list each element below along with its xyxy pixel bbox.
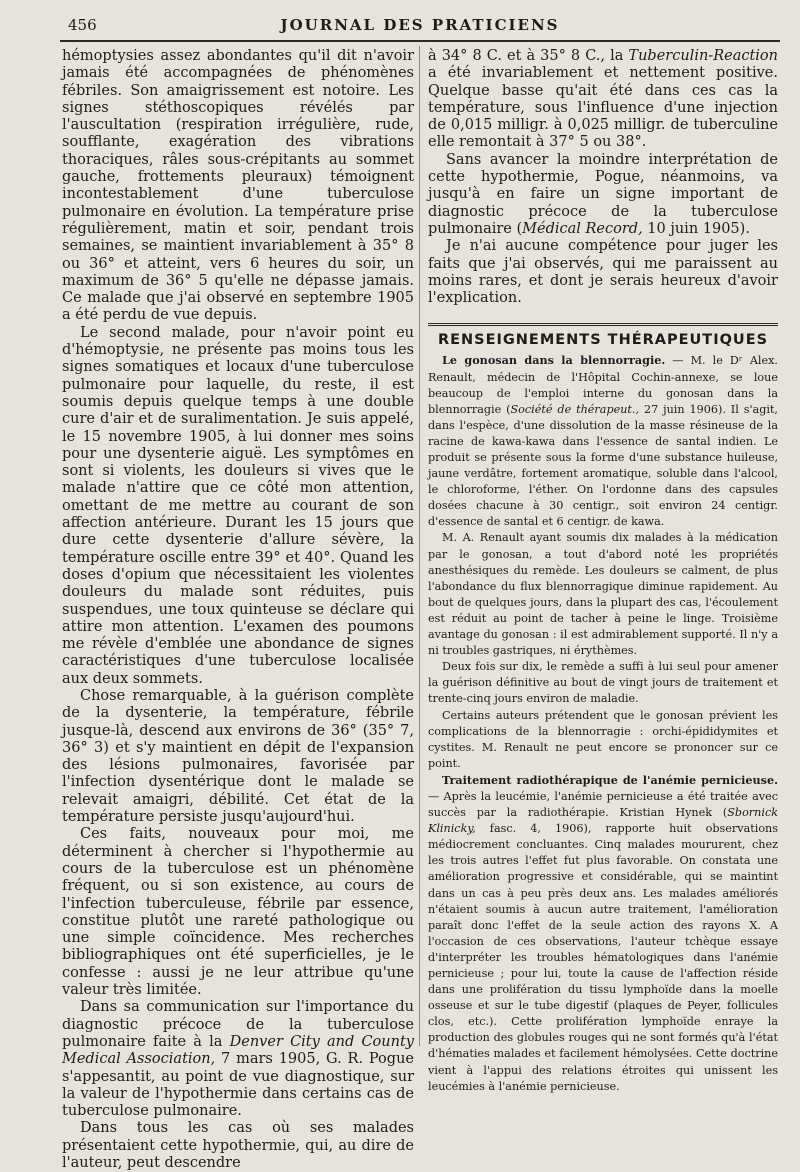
paragraph: M. A. Renault ayant soumis dix malades à la médication par le gonosan, a tout d'abord noté les propriétés anesthésiques du remède. Les douleurs se calment, de plus l'abondance du flux blennorragique diminue rapidement. Au bout de quelques jours, dans la plupart des cas, l'écoulement est réduit au point de tacher à peine le linge. Troisième avantage du gonosan : il est admirablement supporté. Il n'y a ni troubles gastriques, ni érythèmes. — [428, 531, 778, 658]
text-run: fasc. 4, 1906), rapporte huit observations médiocrement concluantes. Cinq malades moururent, chez les trois autres l'effet fut plus favorable. On constata une amélioration progressive et considérable, qui se maintint dans un cas à peu près deux ans. Les malades améliorés n'étaient soumis à aucun autre traitement, l'amélioration paraît donc l'effet de la seule action des rayons X. A l'occasion de ces observations, l'auteur tchèque essaye d'interpréter les troubles hématologiques dans l'anémie pernicieuse ; pour lui, toute la cause de l'affection réside dans une prolifération du tissu lymphoïde dans la moelle osseuse et sur le tube digestif (plaques de Peyer, follicules clos, etc.). Cette prolifération lymphoïde enraye la production des globules rouges qui ne sont formés qu'à l'état d'hématies malades et facilement hémolysées. Cette doctrine vient à l'appui des relations étroites qui unissent les leucémies à l'anémie pernicieuse. — [428, 822, 778, 1093]
paragraph: Chose remarquable, à la guérison complète de la dysenterie, la température, fébrile jusque-là, descend aux environs de 36° (35° 7, 36° 3) et s'y maintient en dépit de l'expansion des lésions pulmonaires, favorisée par l'infection dysentérique dont le malade se relevait amaigri, débilité. Cet état de la température persiste jusqu'aujourd'hui. — [62, 687, 414, 826]
paragraph — [428, 352, 778, 530]
text-run: Dans sa communication sur l'importance du diagnostic précoce de la tuberculose pulmonaire faite à la — [62, 999, 414, 1050]
section-title: RENSEIGNEMENTS THÉRAPEUTIQUES — [437, 332, 769, 349]
run-in-title: Traitement radiothérapique de l'anémie pernicieuse. — [442, 772, 778, 787]
text-run: Sans avancer la moindre interprétation de cette hypothermie, Pogue, néanmoins, va jusqu'à en faire un signe important de diagnostic précoce de la tuberculose pulmonaire ( — [428, 151, 778, 237]
paragraph: Dans tous les cas où ses malades présentaient cette hypothermie, qui, au dire de l'auteur, peut descendre — [62, 1120, 414, 1171]
text-run: — M. le Dʳ Alex. Renault, médecin de l'Hôpital Cochin-annexe, se loue beaucoup de l'emploi interne du gonosan dans la blennorragie ( — [428, 354, 778, 416]
italic-text: Sbornick Klinicky, — [428, 806, 778, 836]
run-in-title: Le gonosan dans la blennorragie. — [442, 353, 666, 368]
italic-text: Médical Record, — [522, 220, 643, 237]
paragraph: hémoptysies assez abondantes qu'il dit n'avoir jamais été accompagnées de phénomènes fébriles. Son amaigrissement est notoire. Les signes stéthoscopiques révélés par l'auscultation (respiration irrégulière, rude, soufflante, exagération des vibrations thoraciques, râles sous-crépitants au sommet gauche, frottements pleuraux) témoignent incontestablement d'une tuberculose pulmonaire en évolution. La température prise régulièrement, matin et soir, pendant trois semaines, se maintient invariablement à 35° 8 ou 36° et atteint, vers 6 heures du soir, un maximum de 36° 5 qu'elle ne dépasse jamais. Ce malade que j'ai observé en septembre 1905 a été perdu de vue depuis. — [62, 48, 414, 324]
paragraph — [428, 152, 778, 238]
right-column — [428, 48, 778, 1095]
paragraph: Certains auteurs prétendent que le gonosan prévient les complications de la blennorragie : orchi-épididymites et cystites. M. Renault ne peut encore se prononcer sur ce point. — [428, 708, 778, 770]
paragraph: Deux fois sur dix, le remède a suffi à lui seul pour amener la guérison définitive au bout de vingt jours de traitement et trente-cinq jours environ de maladie. — [428, 660, 778, 706]
italic-text: Tuberculin-Reaction — [628, 48, 778, 64]
text-run: a été invariablement et nettement positive. Quelque basse qu'ait été dans ces cas la température, sous l'influence d'une injection de 0,015 milligr. à 0,025 milligr. de tuberculine elle remontait à 37° 5 ou 38°. — [428, 65, 778, 151]
left-column — [62, 48, 414, 1172]
section-rule — [428, 323, 778, 326]
italic-text: Société de thérapeut., — [510, 402, 640, 416]
paragraph: Ces faits, nouveaux pour moi, me déterminent à chercher si l'hypothermie au cours de la tuberculose est un phénomène fréquent, ou si son existence, au cours de l'infection tuberculeuse, fébrile par essence, constitue plutôt une rareté pathologique ou une simple coïncidence. Mes recherches bibliographiques ont été superficielles, je le confesse : aussi je ne leur attribue qu'une valeur très limitée. — [62, 826, 414, 999]
paragraph — [62, 999, 414, 1120]
paragraph — [428, 48, 778, 152]
paragraph: Le second malade, pour n'avoir point eu d'hémoptysie, ne présente pas moins tous les signes somatiques et locaux d'une tuberculose pulmonaire pour laquelle, du reste, il est soumis depuis quelque temps à une double cure d'air et de suralimentation. Je suis appelé, le 15 novembre 1905, à lui donner mes soins pour une dysenterie aiguë. Les symptômes en sont si violents, les douleurs si vives que le malade n'attire que ce côté mon attention, omettant de me mettre au courant de son affection antérieure. Durant les 15 jours que dure cette dysenterie d'allure sévère, la température oscille entre 39° et 40°. Quand les doses d'opium que nécessitaient les violentes douleurs du malade sont réduites, puis suspendues, une toux quinteuse se déclare qui attire mon attention. L'examen des poumons me révèle d'emblée une abondance de signes caractéristiques d'une tuberculose localisée aux deux sommets. — [62, 324, 414, 687]
page-number: 456 — [68, 16, 97, 34]
text-run: — Après la leucémie, l'anémie pernicieuse a été traitée avec succès par la radiothérapie. Kristian Hynek ( — [428, 789, 778, 820]
text-run: 7 mars 1905, G. R. Pogue s'appesantit, au point de vue diagnostique, sur la valeur de l'hypothermie dans certains cas de tuberculose pulmonaire. — [62, 1051, 414, 1120]
text-run: 27 juin 1906). Il s'agit, dans l'espèce, d'une dissolution de la masse résineuse de la racine de kawa-kawa dans l'essence de santal indien. Le produit se présente sous la forme d'une substance huileuse, jaune verdâtre, fortement aromatique, soluble dans l'alcool, le chloroforme, l'éther. On l'ordonne dans des capsules dosées chacune à 30 centigr., soit environ 24 centigr. d'essence de santal et 6 centigr. de kawa. — [428, 402, 778, 529]
text-run: à 34° 8 C. et à 35° 8 C., la — [428, 48, 629, 64]
text-run: 10 juin 1905). — [642, 220, 750, 237]
paragraph — [428, 772, 778, 1095]
paragraph: Je n'ai aucune compétence pour juger les faits que j'ai observés, qui me paraissent au moins rares, et dont je serais heureux d'avoir l'explication. — [428, 238, 778, 307]
column-divider — [419, 46, 420, 1046]
page-header — [60, 12, 780, 42]
italic-text: Denver City and County Medical Association, — [62, 1033, 414, 1068]
journal-title: JOURNAL DES PRATICIENS — [280, 16, 560, 34]
